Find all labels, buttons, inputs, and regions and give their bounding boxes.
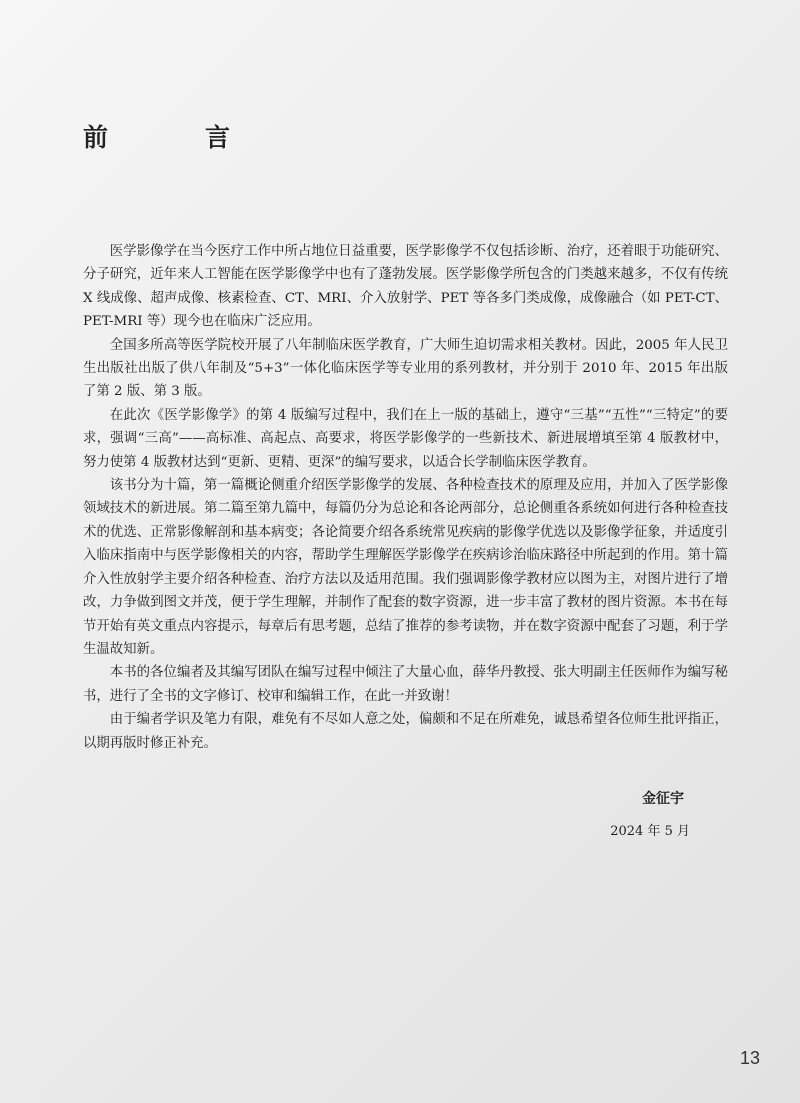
page-number: 13 [739,1048,760,1068]
paragraph-5: 本书的各位编者及其编写团队在编写过程中倾注了大量心血，薛华丹教授、张大明副主任医师作为编写秘书，进行了全书的文字修订、校审和编辑工作，在此一并致谢！ [83,665,728,704]
paragraph-6: 由于编者学识及笔力有限，难免有不尽如人意之处，偏颇和不足在所难免，诚恳希望各位师生批评指正，以期再版时修正补充。 [83,712,728,751]
author-name: 金征宇 [642,791,684,807]
paragraph-3: 在此次《医学影像学》的第 4 版编写过程中，我们在上一版的基础上，遵守“三基”“五性”“三特定”的要求，强调“三高”——高标准、高起点、高要求，将医学影像学的一些新技术、新进展增填至第 4 版教材中，努力使第 4 版教材达到“更新、更精、更深”的编写要求，以适合长学制临床医学教育。 [83,407,728,470]
signature-block [610,788,690,839]
paragraph-2: 全国多所高等医学院校开展了八年制临床医学教育，广大师生迫切需求相关教材。因此，2005 年人民卫生出版社出版了供八年制及“5+3”一体化临床医学等专业用的系列教材，并分别于 2010 年、2015 年出版了第 2 版、第 3 版。 [83,337,728,400]
preface-body [83,240,728,755]
page-title: 前 言 [83,123,267,152]
paragraph-1: 医学影像学在当今医疗工作中所占地位日益重要，医学影像学不仅包括诊断、治疗，还着眼于功能研究、分子研究，近年来人工智能在医学影像学中也有了蓬勃发展。医学影像学所包含的门类越来越多，不仅有传统 X 线成像、超声成像、核素检查、CT、MRI、介入放射学、PET 等各多门类成像，成像融合（如 PET-CT、PET-MRI 等）现今也在临床广泛应用。 [83,244,728,330]
paragraph-4: 该书分为十篇，第一篇概论侧重介绍医学影像学的发展、各种检查技术的原理及应用，并加入了医学影像领域技术的新进展。第二篇至第九篇中，每篇仍分为总论和各论两部分，总论侧重各系统如何进行各种检查技术的优选、正常影像解剖和基本病变；各论简要介绍各系统常见疾病的影像学优选以及影像学征象，并适度引入临床指南中与医学影像相关的内容，帮助学生理解医学影像学在疾病诊治临床路径中所起到的作用。第十篇介入性放射学主要介绍各种检查、治疗方法以及适用范围。我们强调影像学教材应以图为主，对图片进行了增改，力争做到图文并茂，便于学生理解，并制作了配套的数字资源，进一步丰富了教材的图片资源。本书在每节开始有英文重点内容提示，每章后有思考题，总结了推荐的参考读物，并在数字资源中配套了习题，利于学生温故知新。 [83,478,728,657]
signature-date: 2024 年 5 月 [610,824,690,839]
